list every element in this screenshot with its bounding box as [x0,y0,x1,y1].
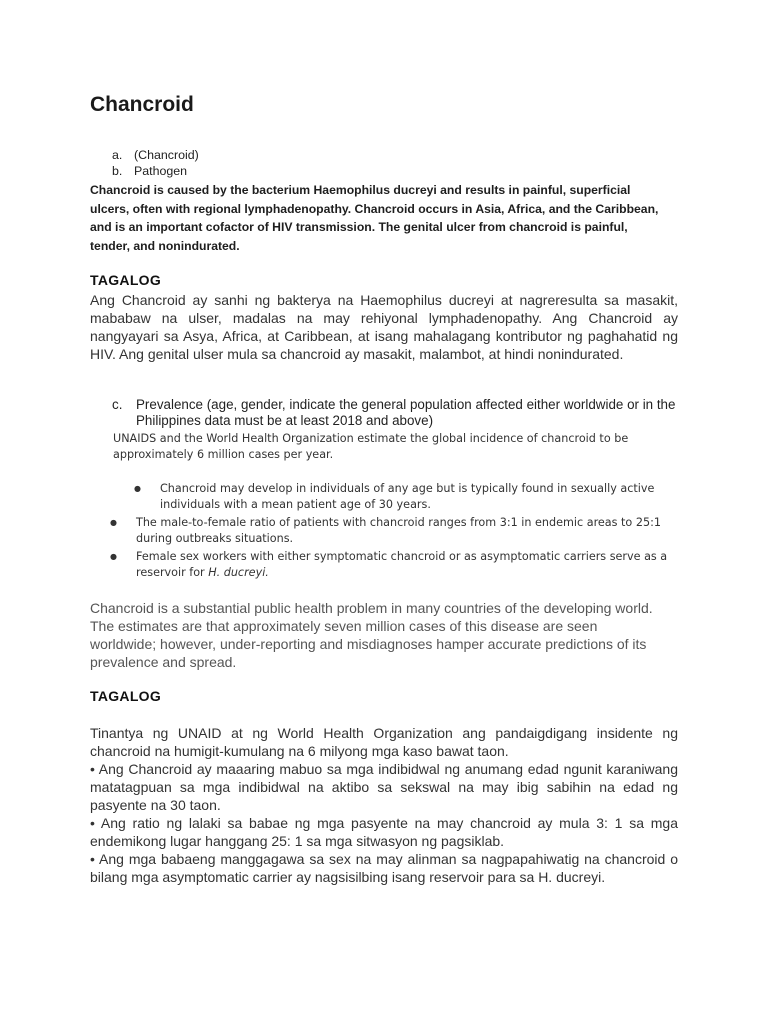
bullet-marker: ● [110,552,117,561]
pathogen-paragraph: Chancroid is caused by the bacterium Haemophilus ducreyi and results in painful, superficial ulcers, often with regional lymphadenopathy. Chancroid occurs in Asia, Africa, and the Caribbean, and is an important cofactor of HIV transmission. The genital ulcer from chancroid is painful, tender, and nonindurated. [90,183,659,254]
bullet-text: The male-to-female ratio of patients with chancroid ranges from 3:1 in endemic areas to 25:1 during outbreaks situations. [136,516,661,545]
list-item [112,397,678,429]
incidence-paragraph: UNAIDS and the World Health Organization estimate the global incidence of chancroid to be approximately 6 million cases per year. [113,432,629,461]
tagalog-paragraph: Tinantya ng UNAID at ng World Health Organization ang pandaigdigang insidente ng chancroid na humigit-kumulang na 6 milyong mga kaso bawat taon. [90,725,678,759]
tagalog-heading: TAGALOG [90,688,162,704]
bullet-item [110,549,676,581]
list-marker: a. [112,148,123,162]
tagalog-paragraphs [90,724,678,886]
bullet-item [110,515,676,547]
list-marker: b. [112,164,123,178]
tagalog-paragraph: Ang Chancroid ay sanhi ng bakterya na Haemophilus ducreyi at nagreresulta sa masakit, mababaw na ulser, madalas na may rehiyonal lymphadenopathy. Ang Chancroid ay nangyayari sa Asya, Africa, at Caribbean, at isang mahalagang kontributor ng paghahatid ng HIV. Ang genital ulser mula sa chancroid ay masakit, malambot, at hindi nonindurated. [90,292,678,362]
bullet-text-wrap [136,549,676,581]
bullet-marker: ● [110,518,117,527]
list-item [112,147,199,163]
bullet-item [110,481,676,513]
list-marker: c. [112,397,123,412]
tagalog-paragraph: • Ang mga babaeng manggagawa sa sex na may alinman sa nagpapahiwatig na chancroid o bilang mga asymptomatic carrier ay nagsisilbing isang reservoir para sa H. ducreyi. [90,851,678,885]
list-item-text: Prevalence (age, gender, indicate the general population affected either worldwide or in the Philippines data must be at least 2018 and above) [136,397,676,428]
bullet-italic-species: H. ducreyi. [208,566,269,579]
bullet-text: Female sex workers with either symptomatic chancroid or as asymptomatic carriers serve as a reservoir for [136,550,668,579]
outline-list-ab [112,147,199,179]
list-item [112,163,199,179]
tagalog-heading: TAGALOG [90,272,162,288]
outline-list-c [112,397,678,429]
page-title: Chancroid [90,93,194,116]
list-item-text: Pathogen [134,164,188,178]
bullet-text: Chancroid may develop in individuals of any age but is typically found in sexually active individuals with a mean patient age of 30 years. [160,482,655,511]
prevalence-bullet-list [110,481,676,583]
public-health-paragraph: Chancroid is a substantial public health problem in many countries of the developing world. The estimates are that approximately seven million cases of this disease are seen worldwide; however, under-reporting and misdiagnoses hamper accurate predictions of its prevalence and spread. [90,600,653,670]
tagalog-paragraph: • Ang ratio ng lalaki sa babae ng mga pasyente na may chancroid ay mula 3: 1 sa mga endemikong lugar hanggang 25: 1 sa mga sitwasyon ng pagsiklab. [90,815,678,849]
bullet-marker: ● [134,484,141,493]
list-item-text: (Chancroid) [134,148,199,162]
tagalog-paragraph: • Ang Chancroid ay maaaring mabuo sa mga indibidwal ng anumang edad ngunit karaniwang matatagpuan sa mga indibidwal na aktibo sa sekswal na may ibig sabihin na edad ng pasyente na 30 taon. [90,761,678,813]
